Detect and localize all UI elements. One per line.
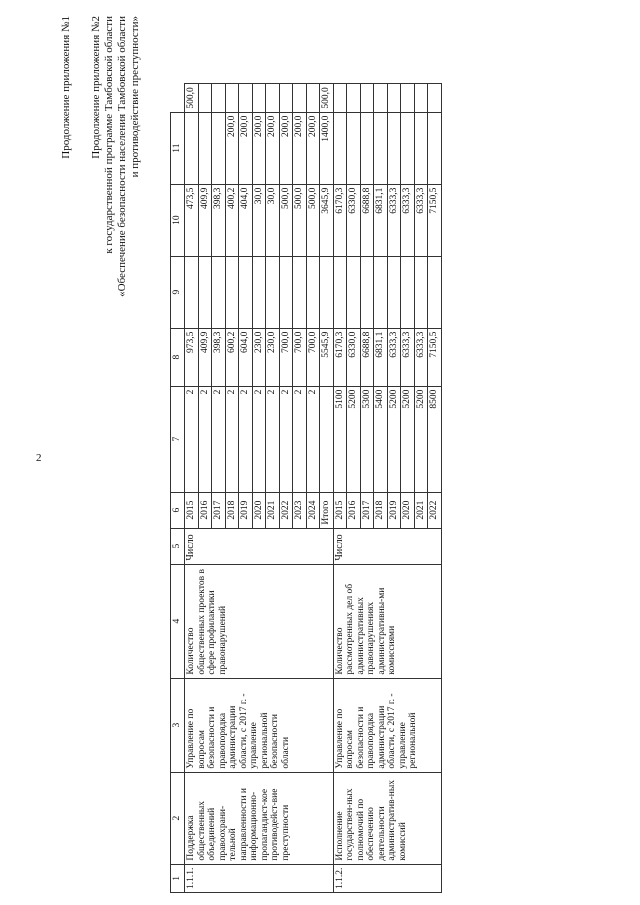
indicator-value: 2	[252, 386, 266, 492]
column-header: 10	[171, 184, 185, 256]
other-amount	[333, 84, 347, 112]
year-cell: 2023	[293, 492, 307, 528]
regional-amount: 6333,3	[401, 184, 415, 256]
federal-amount	[401, 256, 415, 328]
measure-name: Исполнение государствен-ных полномочий по обеспечению деятельности административ-ных комиссий	[333, 772, 441, 864]
regional-amount: 7150,5	[428, 184, 442, 256]
indicator: Количество общественных проектов в сфере профилактики правонарушений	[185, 564, 334, 678]
indicator-value: 2	[306, 386, 320, 492]
indicator-value: 2	[239, 386, 253, 492]
other-amount	[306, 84, 320, 112]
section-1-1-1	[185, 84, 334, 893]
column-header: 9	[171, 256, 185, 328]
local-amount: 1400,0	[320, 112, 334, 184]
federal-amount	[374, 256, 388, 328]
year-cell: 2020	[252, 492, 266, 528]
local-amount: 200,0	[293, 112, 307, 184]
column-header: 5	[171, 528, 185, 564]
federal-amount	[428, 256, 442, 328]
indicator-value: 5300	[360, 386, 374, 492]
regional-amount: 6688,8	[360, 184, 374, 256]
total-amount: 700,0	[279, 328, 293, 386]
local-amount	[374, 112, 388, 184]
other-amount	[387, 84, 401, 112]
appendix-line-1: Продолжение приложения №2	[90, 16, 102, 159]
regional-amount: 409,9	[198, 184, 212, 256]
indicator: Количество рассмотренных дел об административных правонарушениях административны-ми комиссиями	[333, 564, 441, 678]
unit: Число	[333, 528, 441, 564]
federal-amount	[333, 256, 347, 328]
year-cell: 2022	[279, 492, 293, 528]
year-cell: 2016	[198, 492, 212, 528]
federal-amount	[320, 256, 334, 328]
indicator-value: 2	[212, 386, 226, 492]
continuation-title: Продолжение приложения №1	[60, 16, 72, 159]
program-table	[170, 83, 442, 893]
total-amount: 6688,8	[360, 328, 374, 386]
year-cell: 2017	[212, 492, 226, 528]
local-amount: 200,0	[266, 112, 280, 184]
federal-amount	[293, 256, 307, 328]
other-amount	[428, 84, 442, 112]
local-amount: 200,0	[225, 112, 239, 184]
other-amount	[198, 84, 212, 112]
other-amount	[252, 84, 266, 112]
federal-amount	[414, 256, 428, 328]
federal-amount	[387, 256, 401, 328]
total-amount: 973,5	[185, 328, 199, 386]
year-cell: 2017	[360, 492, 374, 528]
federal-amount	[360, 256, 374, 328]
total-amount: 6333,3	[387, 328, 401, 386]
total-amount: 7150,5	[428, 328, 442, 386]
table-row	[185, 84, 199, 893]
indicator-value: 2	[266, 386, 280, 492]
total-amount: 6333,3	[414, 328, 428, 386]
other-amount	[279, 84, 293, 112]
total-amount: 600,2	[225, 328, 239, 386]
indicator-value: 5400	[374, 386, 388, 492]
column-header: 6	[171, 492, 185, 528]
local-amount	[428, 112, 442, 184]
indicator-value: 5200	[401, 386, 415, 492]
regional-amount: 6831,1	[374, 184, 388, 256]
other-amount	[347, 84, 361, 112]
indicator-value: 5100	[333, 386, 347, 492]
indicator-value: 2	[293, 386, 307, 492]
total-label: Итого	[320, 492, 334, 528]
other-amount: 500,0	[320, 84, 334, 112]
other-amount	[239, 84, 253, 112]
indicator-value: 2	[225, 386, 239, 492]
column-header: 7	[171, 386, 185, 492]
indicator-value: 2	[279, 386, 293, 492]
other-amount	[212, 84, 226, 112]
year-cell: 2021	[414, 492, 428, 528]
local-amount	[198, 112, 212, 184]
regional-amount: 473,5	[185, 184, 199, 256]
column-header: 11	[171, 112, 185, 184]
total-amount: 6333,3	[401, 328, 415, 386]
federal-amount	[279, 256, 293, 328]
column-header: 3	[171, 678, 185, 772]
other-amount	[401, 84, 415, 112]
total-amount: 6170,3	[333, 328, 347, 386]
appendix-header	[90, 16, 142, 297]
indicator-value: 5200	[387, 386, 401, 492]
measure-name: Поддержка общественных объединений правоохрани-тельной направленности и информационно-пропагандист-кое противодейст-вие преступности	[185, 772, 334, 864]
year-cell: 2016	[347, 492, 361, 528]
regional-amount: 400,2	[225, 184, 239, 256]
appendix-line-3: «Обеспечение безопасности населения Тамбовской области	[116, 16, 128, 297]
total-amount: 604,0	[239, 328, 253, 386]
local-amount	[212, 112, 226, 184]
year-cell: 2015	[185, 492, 199, 528]
regional-amount: 30,0	[266, 184, 280, 256]
local-amount	[185, 112, 199, 184]
unit: Число	[185, 528, 334, 564]
year-cell: 2019	[239, 492, 253, 528]
year-cell: 2021	[266, 492, 280, 528]
appendix-line-2: к государственной программе Тамбовской области	[103, 16, 115, 254]
year-cell: 2015	[333, 492, 347, 528]
section-1-1-2	[333, 84, 441, 893]
regional-amount: 404,0	[239, 184, 253, 256]
regional-amount: 398,3	[212, 184, 226, 256]
column-numbers-row	[171, 84, 185, 893]
total-amount: 6831,1	[374, 328, 388, 386]
total-amount: 700,0	[306, 328, 320, 386]
year-cell: 2022	[428, 492, 442, 528]
regional-amount: 500,0	[279, 184, 293, 256]
federal-amount	[198, 256, 212, 328]
local-amount: 200,0	[252, 112, 266, 184]
regional-amount: 500,0	[306, 184, 320, 256]
executor: Управление по вопросам безопасности и правопорядка администрации области, с 2017 г. - управление региональной безопасности области	[185, 678, 334, 772]
total-amount: 6330,0	[347, 328, 361, 386]
regional-amount: 6333,3	[387, 184, 401, 256]
column-header: 8	[171, 328, 185, 386]
indicator-value: 8500	[428, 386, 442, 492]
regional-amount: 6170,3	[333, 184, 347, 256]
local-amount	[347, 112, 361, 184]
page-number: 2	[36, 452, 42, 464]
executor: Управление по вопросам безопасности и правопорядка администрации области, с 2017 г. - управление региональной	[333, 678, 441, 772]
local-amount	[387, 112, 401, 184]
other-amount	[293, 84, 307, 112]
year-cell: 2018	[374, 492, 388, 528]
table-row	[333, 84, 347, 893]
other-amount	[225, 84, 239, 112]
federal-amount	[225, 256, 239, 328]
regional-amount: 500,0	[293, 184, 307, 256]
year-cell: 2018	[225, 492, 239, 528]
regional-amount: 6333,3	[414, 184, 428, 256]
total-amount: 409,9	[198, 328, 212, 386]
federal-amount	[306, 256, 320, 328]
column-header: 4	[171, 564, 185, 678]
appendix-line-4: и противодействие преступности»	[129, 16, 141, 178]
federal-amount	[185, 256, 199, 328]
local-amount	[401, 112, 415, 184]
local-amount: 200,0	[279, 112, 293, 184]
indicator-value: 2	[185, 386, 199, 492]
year-cell: 2024	[306, 492, 320, 528]
federal-amount	[239, 256, 253, 328]
federal-amount	[347, 256, 361, 328]
other-amount: 500,0	[185, 84, 199, 112]
local-amount	[333, 112, 347, 184]
local-amount	[414, 112, 428, 184]
local-amount: 200,0	[306, 112, 320, 184]
other-amount	[374, 84, 388, 112]
other-amount	[266, 84, 280, 112]
column-header: 1	[171, 864, 185, 892]
indicator-value	[320, 386, 334, 492]
year-cell: 2020	[401, 492, 415, 528]
federal-amount	[212, 256, 226, 328]
local-amount	[360, 112, 374, 184]
regional-amount: 3645,9	[320, 184, 334, 256]
federal-amount	[266, 256, 280, 328]
total-amount: 398,3	[212, 328, 226, 386]
other-amount	[360, 84, 374, 112]
total-amount: 5545,9	[320, 328, 334, 386]
other-amount	[414, 84, 428, 112]
indicator-value: 2	[198, 386, 212, 492]
year-cell: 2019	[387, 492, 401, 528]
total-amount: 230,0	[266, 328, 280, 386]
indicator-value: 5200	[347, 386, 361, 492]
item-number: 1.1.2.	[333, 864, 441, 892]
regional-amount: 30,0	[252, 184, 266, 256]
column-header: 2	[171, 772, 185, 864]
regional-amount: 6330,0	[347, 184, 361, 256]
item-number: 1.1.1.	[185, 864, 334, 892]
indicator-value: 5200	[414, 386, 428, 492]
federal-amount	[252, 256, 266, 328]
total-amount: 230,0	[252, 328, 266, 386]
total-amount: 700,0	[293, 328, 307, 386]
local-amount: 200,0	[239, 112, 253, 184]
